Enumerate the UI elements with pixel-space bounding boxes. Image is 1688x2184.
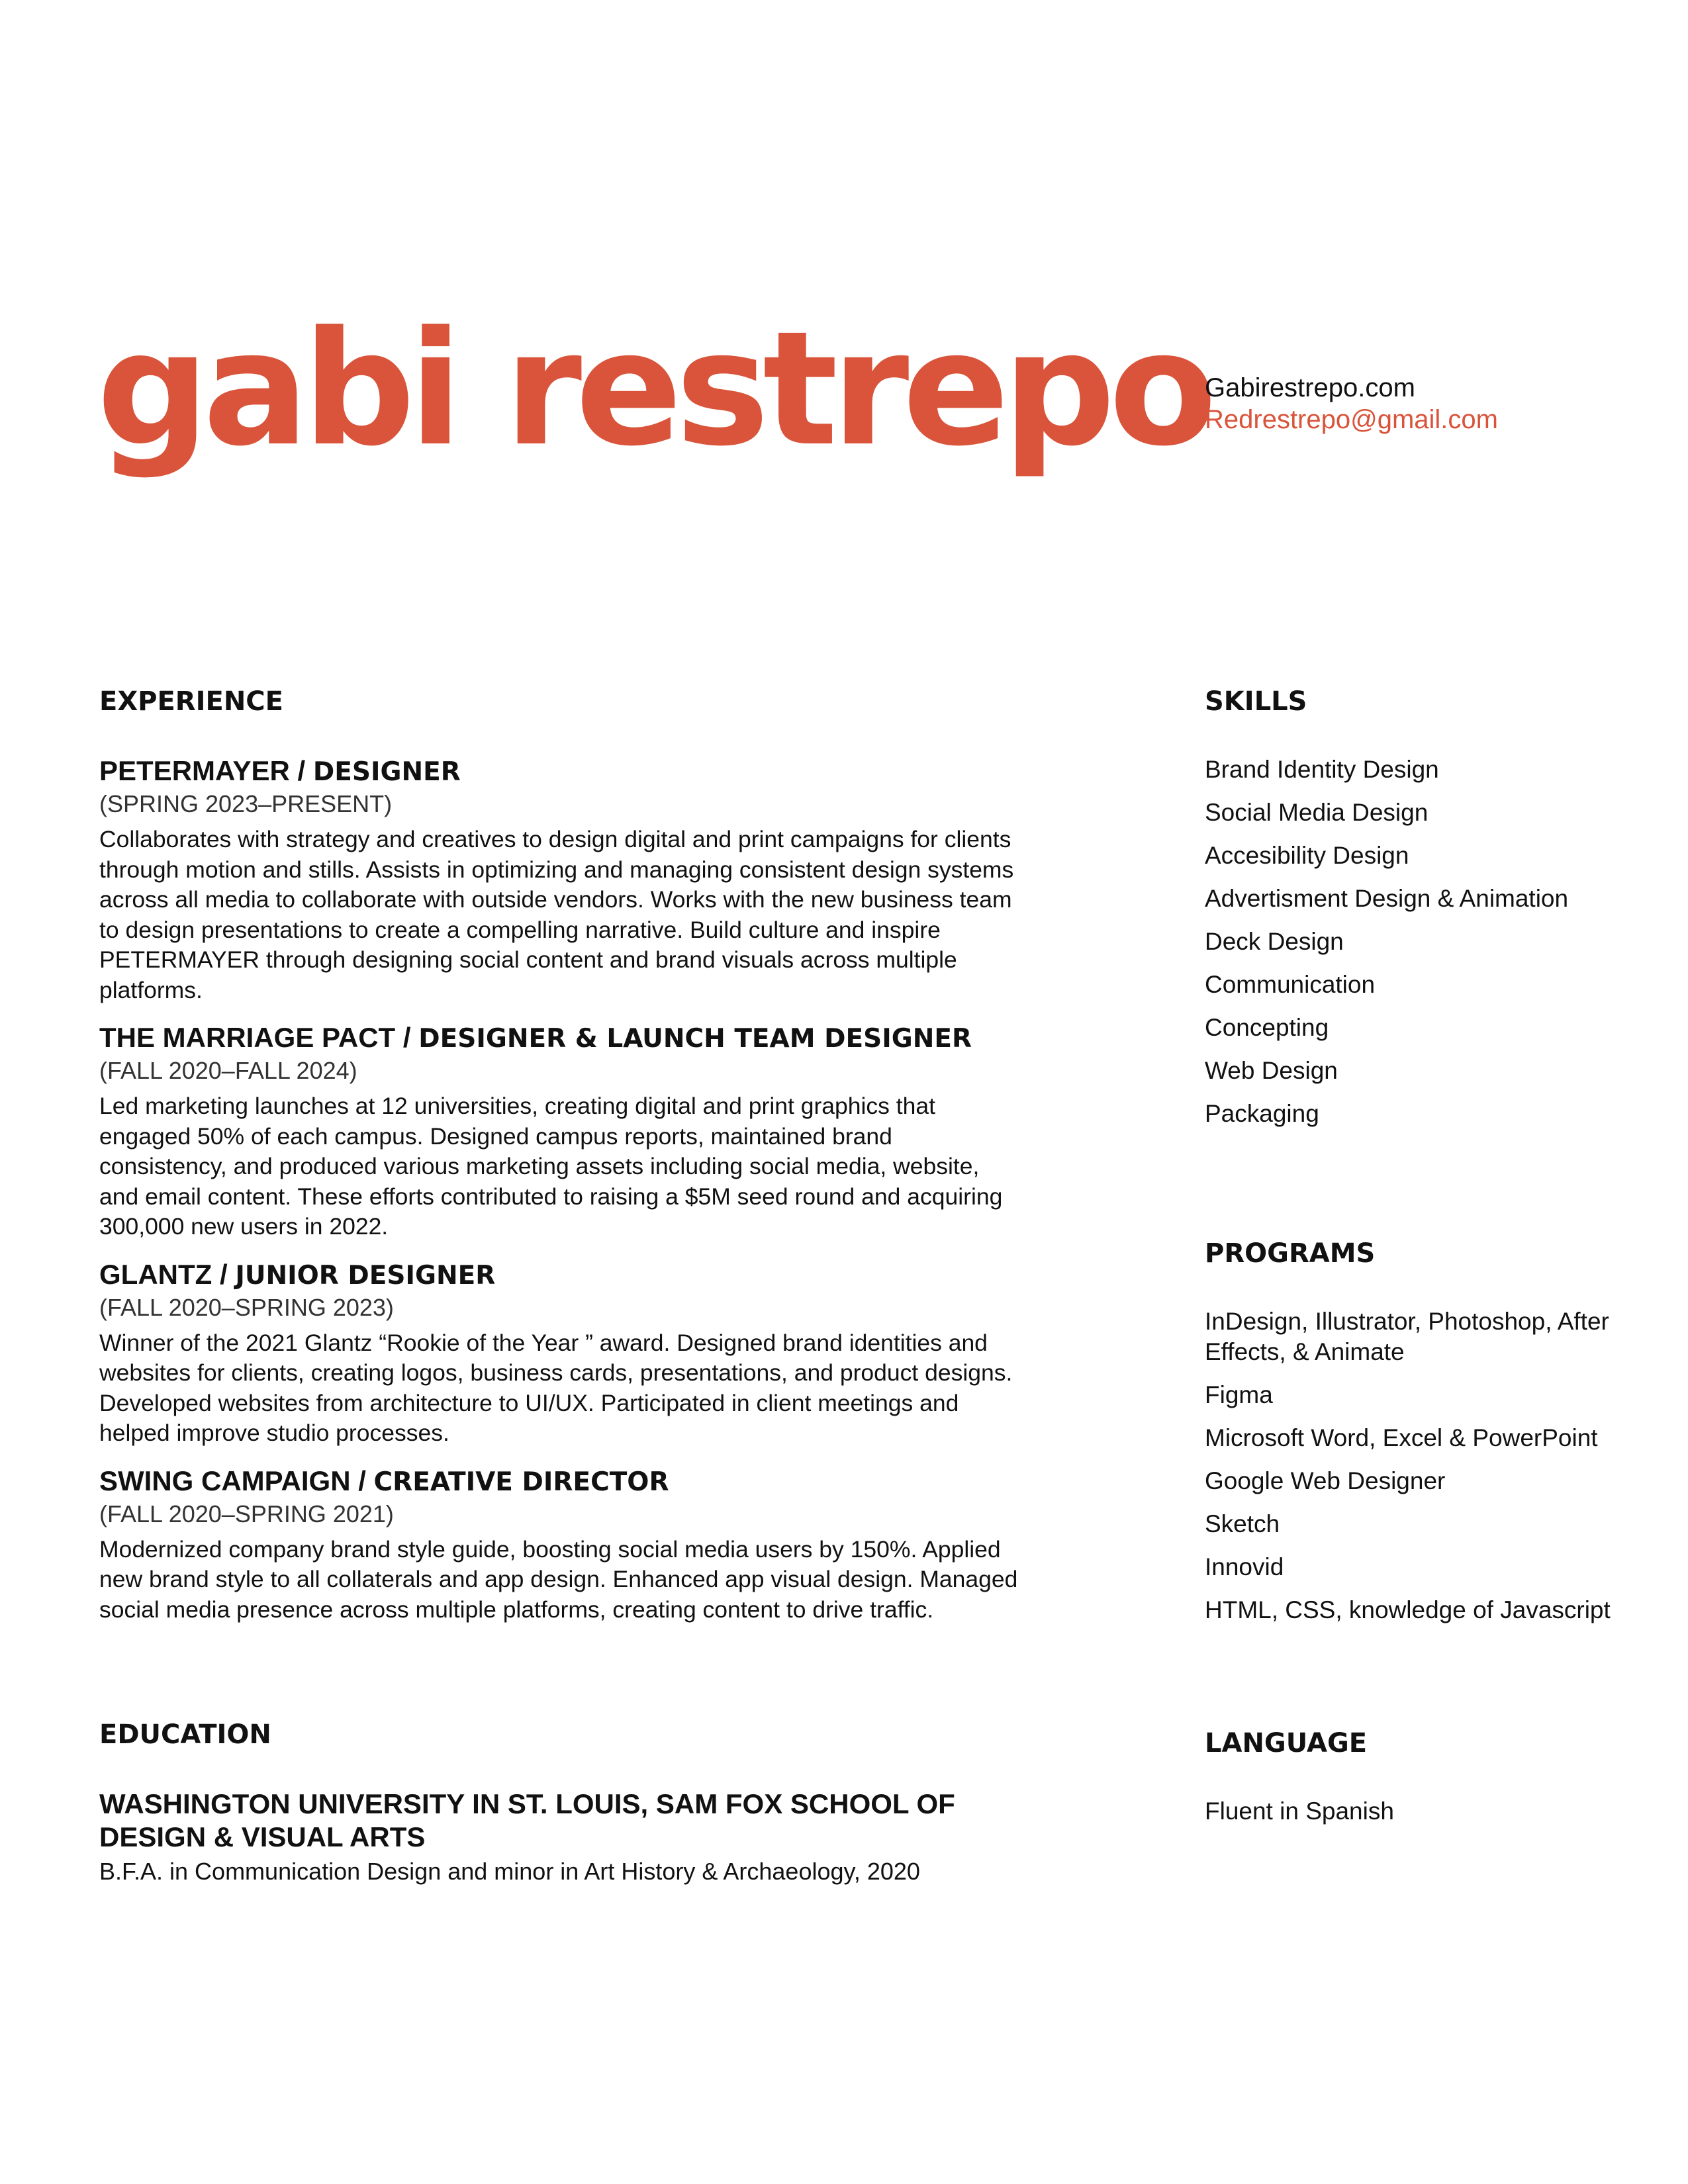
job-company: SWING CAMPAIGN / xyxy=(99,1465,374,1496)
job-description: Collaborates with strategy and creatives to design digital and print campaigns for clients through motion and stills. Assists in optimizing and managing consistent design systems across all media to collaborate with outside vendors. Works with the new business team to design presentations to create a compelling narrative. Build culture and inspire PETERMAYER through designing social content and brand visuals across multiple platforms. xyxy=(99,826,1014,1003)
job-title xyxy=(99,754,1019,789)
skill-item: Web Design xyxy=(1205,1057,1338,1084)
job-company: THE MARRIAGE PACT / xyxy=(99,1022,419,1053)
experience-heading: EXPERIENCE xyxy=(99,686,283,717)
skill-item: Brand Identity Design xyxy=(1205,756,1439,783)
job-description: Winner of the 2021 Glantz “Rookie of the Year ” award. Designed brand identities and websites for clients, creating logos, business cards, presentations, and product designs. Developed websites from architecture to UI/UX. Participated in client meetings and helped improve studio processes. xyxy=(99,1329,1013,1446)
skill-item: Social Media Design xyxy=(1205,799,1429,826)
program-item: HTML, CSS, knowledge of Javascript xyxy=(1205,1596,1611,1623)
skill-item: Concepting xyxy=(1205,1014,1329,1041)
job-dates: (FALL 2020–FALL 2024) xyxy=(99,1057,357,1084)
skill-item: Packaging xyxy=(1205,1100,1319,1127)
email-link[interactable]: Redrestrepo@gmail.com xyxy=(1205,405,1498,434)
education-school: WASHINGTON UNIVERSITY IN ST. LOUIS, SAM FOX SCHOOL OF DESIGN & VISUAL ARTS xyxy=(99,1788,955,1852)
education-degree: B.F.A. in Communication Design and minor in Art History & Archaeology, 2020 xyxy=(99,1858,920,1885)
job-role: CREATIVE DIRECTOR xyxy=(373,1467,669,1497)
language-list xyxy=(1205,1796,1655,1827)
job-dates: (SPRING 2023–PRESENT) xyxy=(99,790,393,817)
job-description: Modernized company brand style guide, boosting social media users by 150%. Applied new brand style to all collaterals and app design. Enhanced app visual design. Managed social media presence across multiple platforms, creating content to drive traffic. xyxy=(99,1535,1018,1623)
right-column xyxy=(1205,683,1655,1839)
left-column xyxy=(99,683,1019,1887)
job-title xyxy=(99,1465,1019,1499)
language-item: Fluent in Spanish xyxy=(1205,1797,1394,1825)
job-entry xyxy=(99,754,1019,1005)
job-role: DESIGNER xyxy=(312,757,461,787)
program-item: Google Web Designer xyxy=(1205,1467,1446,1494)
skills-list xyxy=(1205,754,1655,1129)
skill-item: Deck Design xyxy=(1205,928,1344,955)
program-item: InDesign, Illustrator, Photoshop, After Effects, & Animate xyxy=(1205,1308,1609,1365)
education-heading: EDUCATION xyxy=(99,1719,271,1750)
job-title xyxy=(99,1021,1019,1056)
skills-heading: SKILLS xyxy=(1205,686,1307,717)
job-entry xyxy=(99,1465,1019,1625)
program-item: Microsoft Word, Excel & PowerPoint xyxy=(1205,1424,1598,1451)
job-entry xyxy=(99,1021,1019,1242)
language-heading: LANGUAGE xyxy=(1205,1728,1368,1758)
program-item: Sketch xyxy=(1205,1510,1280,1537)
job-company: PETERMAYER / xyxy=(99,755,313,786)
job-entry xyxy=(99,1258,1019,1449)
job-role: JUNIOR DESIGNER xyxy=(235,1260,496,1291)
website-link[interactable]: Gabirestrepo.com xyxy=(1205,373,1415,402)
program-item: Figma xyxy=(1205,1381,1273,1408)
job-dates: (FALL 2020–SPRING 2021) xyxy=(99,1500,394,1527)
skill-item: Advertisment Design & Animation xyxy=(1205,885,1569,912)
skill-item: Communication xyxy=(1205,971,1376,998)
job-company: GLANTZ / xyxy=(99,1258,236,1290)
skill-item: Accesibility Design xyxy=(1205,842,1409,869)
program-item: Innovid xyxy=(1205,1553,1284,1580)
job-description: Led marketing launches at 12 universities, creating digital and print graphics that engaged 50% of each campus. Designed campus reports, maintained brand consistency, and produced various marketing assets including social media, website, and email content. These efforts contributed to raising a $5M seed round and acquiring 300,000 new users in 2022. xyxy=(99,1093,1003,1240)
job-title xyxy=(99,1258,1019,1293)
programs-heading: PROGRAMS xyxy=(1205,1238,1376,1269)
contact-block xyxy=(1205,372,1498,435)
job-role: DESIGNER & LAUNCH TEAM DESIGNER xyxy=(418,1024,972,1054)
programs-list xyxy=(1205,1306,1655,1625)
job-dates: (FALL 2020–SPRING 2023) xyxy=(99,1293,394,1321)
name-heading: gabi restrepo xyxy=(97,298,1211,481)
